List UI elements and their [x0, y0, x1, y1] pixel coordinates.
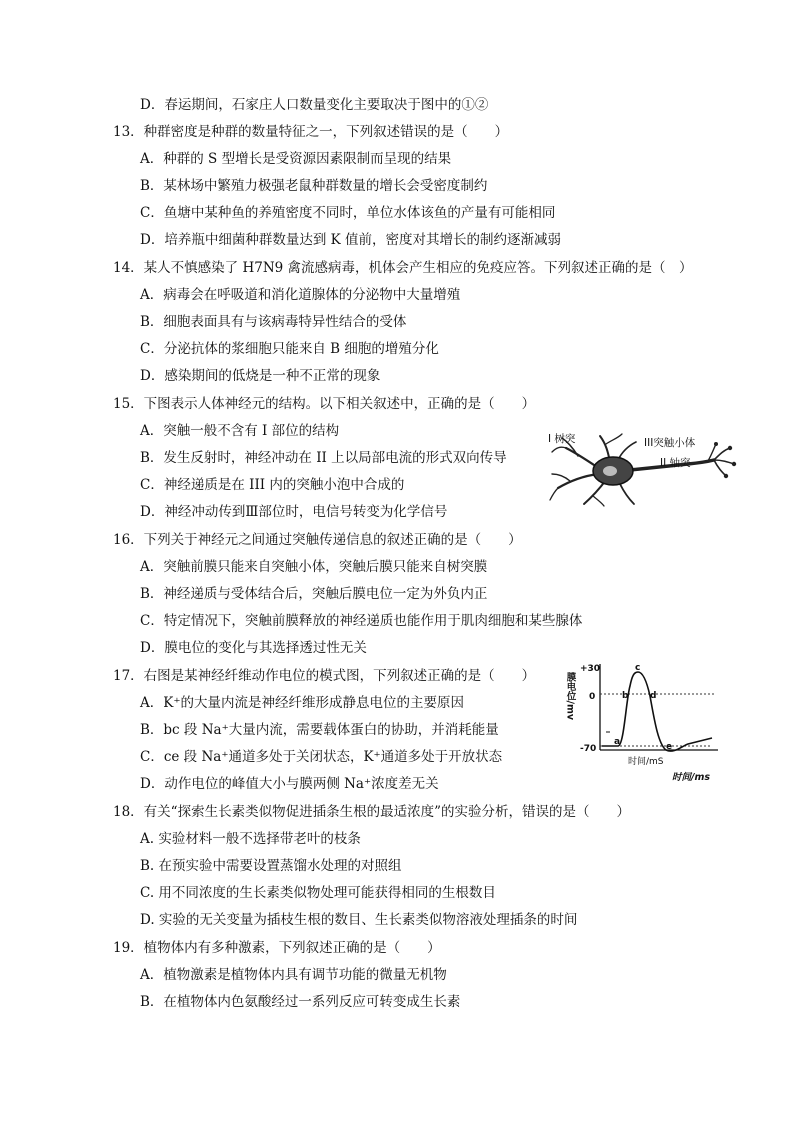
q17-stem: 17．右图是某神经纤维动作电位的模式图，下列叙述正确的是（ ） — [113, 668, 536, 684]
q18-stem: 18．有关“探索生长素类似物促进插条生根的最适浓度”的实验分析，错误的是（ ） — [113, 804, 630, 820]
q13-option-a: A．种群的 S 型增长是受资源因素限制而呈现的结果 — [140, 151, 452, 167]
action-potential-figure — [562, 660, 722, 784]
q15-option-d: D．神经冲动传到Ⅲ部位时，电信号转变为化学信号 — [140, 504, 448, 520]
ap-point-b: b — [622, 691, 629, 701]
q16-option-c: C．特定情况下，突触前膜释放的神经递质也能作用于肌肉细胞和某些腺体 — [140, 613, 583, 629]
q14-option-d: D．感染期间的低烧是一种不正常的现象 — [140, 368, 381, 384]
ap-point-c: c — [635, 663, 641, 673]
q17-option-a: A．K⁺的大量内流是神经纤维形成静息电位的主要原因 — [140, 695, 464, 711]
q16-option-d: D．膜电位的变化与其选择透过性无关 — [140, 640, 367, 656]
q13-option-d: D．培养瓶中细菌种群数量达到 K 值前，密度对其增长的制约逐渐减弱 — [140, 232, 561, 248]
q14-option-b: B．细胞表面具有与该病毒特异性结合的受体 — [140, 314, 407, 330]
q13-option-b: B．某林场中繁殖力极强老鼠种群数量的增长会受密度制约 — [140, 178, 488, 194]
q19-stem: 19．植物体内有多种激素，下列叙述正确的是（ ） — [113, 940, 441, 956]
neuron-label-axon: II 轴突 — [660, 457, 691, 469]
q19-option-a: A．植物激素是植物体内具有调节功能的微量无机物 — [140, 967, 447, 983]
q16-option-b: B．神经递质与受体结合后，突触后膜电位一定为外负内正 — [140, 586, 488, 602]
q14-stem: 14．某人不慎感染了 H7N9 禽流感病毒，机体会产生相应的免疫应答。下列叙述正确的是（ ） — [113, 260, 693, 276]
q14-option-c: C．分泌抗体的浆细胞只能来自 B 细胞的增殖分化 — [140, 341, 439, 357]
ap-tick-bottom: -70 — [580, 744, 597, 754]
q19-option-b: B．在植物体内色氨酸经过一系列反应可转变成生长素 — [140, 994, 461, 1010]
q14-option-a: A．病毒会在呼吸道和消化道腺体的分泌物中大量增殖 — [140, 287, 461, 303]
ap-xlabel-outer: 时间/ms — [672, 772, 711, 783]
q18-option-b: B. 在预实验中需要设置蒸馏水处理的对照组 — [140, 858, 402, 874]
q15-option-b: B．发生反射时，神经冲动在 II 上以局部电流的形式双向传导 — [140, 450, 507, 466]
q15-stem: 15．下图表示人体神经元的结构。以下相关叙述中，正确的是（ ） — [113, 396, 536, 412]
ap-tick-top: +30 — [580, 664, 601, 674]
ap-point-d: d — [650, 691, 657, 701]
ap-tick-zero: 0 — [589, 692, 596, 702]
neuron-label-synaptic-knob: III突触小体 — [644, 437, 696, 449]
q17-option-d: D．动作电位的峰值大小与膜两侧 Na⁺浓度差无关 — [140, 776, 439, 792]
q13-stem: 13．种群密度是种群的数量特征之一，下列叙述错误的是（ ） — [113, 124, 509, 140]
q18-option-c: C. 用不同浓度的生长素类似物处理可能获得相同的生根数目 — [140, 885, 496, 901]
q16-option-a: A．突触前膜只能来自突触小体，突触后膜只能来自树突膜 — [140, 559, 488, 575]
q17-option-b: B．bc 段 Na⁺大量内流，需要载体蛋白的协助，并消耗能量 — [140, 722, 499, 738]
q17-option-c: C．ce 段 Na⁺通道多处于关闭状态，K⁺通道多处于开放状态 — [140, 749, 503, 765]
ap-point-e: e — [666, 742, 673, 752]
ap-point-a: a — [614, 737, 621, 747]
neuron-figure — [548, 426, 738, 508]
q15-option-c: C．神经递质是在 III 内的突触小泡中合成的 — [140, 477, 405, 493]
q15-option-a: A．突触一般不含有 I 部位的结构 — [140, 423, 340, 439]
q12-option-d: D．春运期间，石家庄人口数量变化主要取决于图中的①② — [140, 97, 489, 113]
q16-stem: 16．下列关于神经元之间通过突触传递信息的叙述正确的是（ ） — [113, 532, 522, 548]
neuron-label-dendrite: I 树突 — [548, 433, 576, 445]
q18-option-d: D. 实验的无关变量为插枝生根的数目、生长素类似物溶液处理插条的时间 — [140, 912, 578, 928]
ap-xlabel-inner: 时间/mS — [628, 757, 664, 767]
ap-ylabel: 膜电位/mv — [564, 672, 576, 721]
q18-option-a: A. 实验材料一般不选择带老叶的枝条 — [140, 831, 361, 847]
q13-option-c: C．鱼塘中某种鱼的养殖密度不同时，单位水体该鱼的产量有可能相同 — [140, 205, 556, 221]
